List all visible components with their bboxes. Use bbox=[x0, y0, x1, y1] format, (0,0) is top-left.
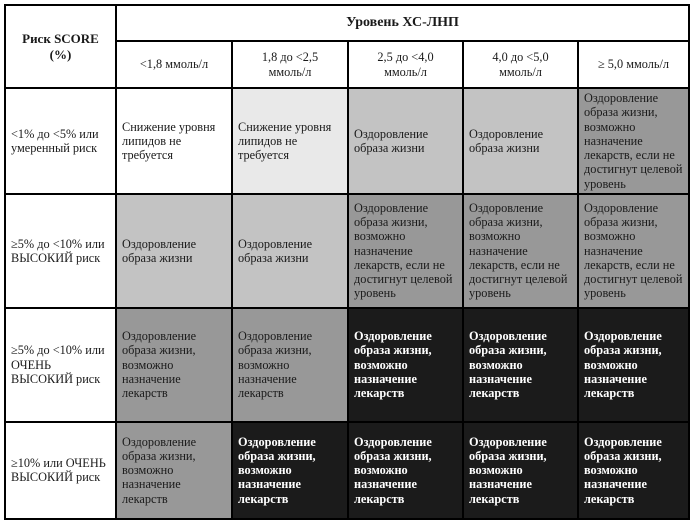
row-label-high-risk: ≥5% до <10% или ВЫСОКИЙ риск bbox=[5, 194, 116, 308]
row-label-very-high-risk-10: ≥10% или ОЧЕНЬ ВЫСОКИЙ риск bbox=[5, 422, 116, 519]
col-header-ge-5-0: ≥ 5,0 ммоль/л bbox=[578, 41, 689, 88]
group-header-row bbox=[5, 5, 689, 41]
risk-ldl-table bbox=[4, 4, 690, 520]
recommendation-cell: Оздоровление образа жизни, возможно назначение лекарств, если не достигнут целевой уровень bbox=[578, 88, 689, 194]
table-row bbox=[5, 194, 689, 308]
recommendation-cell: Оздоровление образа жизни, возможно назначение лекарств bbox=[348, 422, 463, 519]
table-row bbox=[5, 422, 689, 519]
table-row bbox=[5, 88, 689, 194]
corner-header-risk-score: Риск SCORE (%) bbox=[5, 5, 116, 88]
recommendation-cell: Оздоровление образа жизни, возможно назначение лекарств bbox=[232, 308, 348, 422]
col-header-4-0-to-5-0: 4,0 до <5,0 ммоль/л bbox=[463, 41, 578, 88]
recommendation-cell: Снижение уровня липидов не требуется bbox=[116, 88, 232, 194]
col-header-lt-1-8: <1,8 ммоль/л bbox=[116, 41, 232, 88]
row-label-moderate-risk: <1% до <5% или умеренный риск bbox=[5, 88, 116, 194]
recommendation-cell: Оздоровление образа жизни, возможно назначение лекарств, если не достигнут целевой уровень bbox=[578, 194, 689, 308]
recommendation-cell: Оздоровление образа жизни bbox=[232, 194, 348, 308]
recommendation-cell: Оздоровление образа жизни, возможно назначение лекарств, если не достигнут целевой уровень bbox=[463, 194, 578, 308]
recommendation-cell: Оздоровление образа жизни, возможно назначение лекарств bbox=[116, 422, 232, 519]
row-label-very-high-risk-5-10: ≥5% до <10% или ОЧЕНЬ ВЫСОКИЙ риск bbox=[5, 308, 116, 422]
group-header-ldl-level: Уровень ХС-ЛНП bbox=[116, 5, 689, 41]
recommendation-cell: Оздоровление образа жизни, возможно назначение лекарств bbox=[232, 422, 348, 519]
recommendation-cell: Оздоровление образа жизни, возможно назначение лекарств bbox=[463, 422, 578, 519]
recommendation-cell: Оздоровление образа жизни bbox=[348, 88, 463, 194]
table-row bbox=[5, 308, 689, 422]
recommendation-cell: Снижение уровня липидов не требуется bbox=[232, 88, 348, 194]
recommendation-cell: Оздоровление образа жизни, возможно назначение лекарств bbox=[463, 308, 578, 422]
col-header-2-5-to-4-0: 2,5 до <4,0 ммоль/л bbox=[348, 41, 463, 88]
recommendation-cell: Оздоровление образа жизни bbox=[116, 194, 232, 308]
recommendation-cell: Оздоровление образа жизни, возможно назначение лекарств bbox=[578, 422, 689, 519]
recommendation-cell: Оздоровление образа жизни, возможно назначение лекарств bbox=[348, 308, 463, 422]
recommendation-cell: Оздоровление образа жизни bbox=[463, 88, 578, 194]
col-header-1-8-to-2-5: 1,8 до <2,5 ммоль/л bbox=[232, 41, 348, 88]
recommendation-cell: Оздоровление образа жизни, возможно назначение лекарств bbox=[578, 308, 689, 422]
recommendation-cell: Оздоровление образа жизни, возможно назначение лекарств, если не достигнут целевой уровень bbox=[348, 194, 463, 308]
recommendation-cell: Оздоровление образа жизни, возможно назначение лекарств bbox=[116, 308, 232, 422]
